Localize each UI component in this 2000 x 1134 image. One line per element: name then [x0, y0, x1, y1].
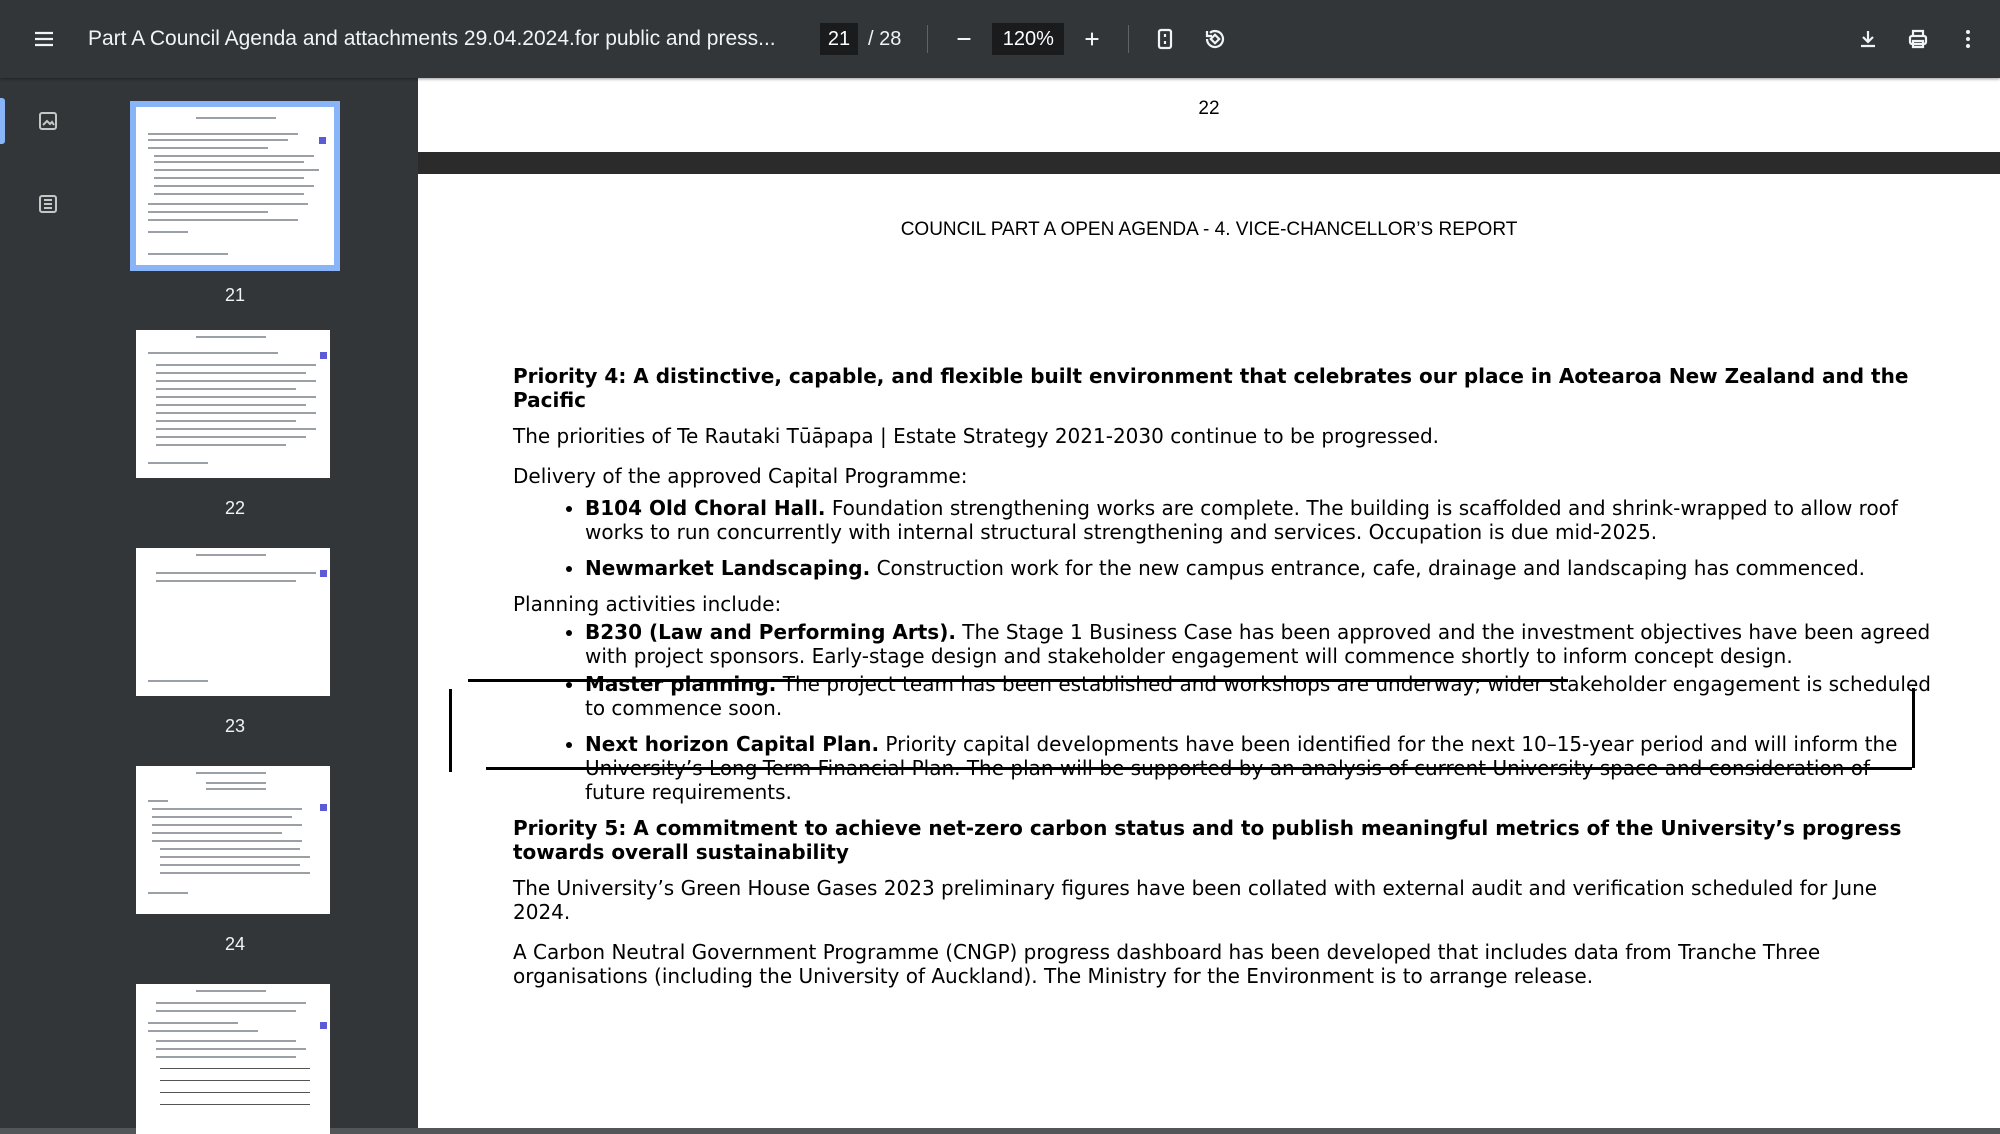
zoom-out-icon[interactable] [942, 17, 986, 61]
page-thumbnail[interactable] [136, 548, 330, 696]
thumbnail-label: 21 [224, 285, 246, 305]
zoom-in-icon[interactable] [1070, 17, 1114, 61]
page-thumbnail[interactable] [136, 107, 334, 265]
thumbnail-label: 24 [224, 934, 246, 954]
priority4-heading: Priority 4: A distinctive, capable, and flexible built environment that celebrates our place in Aotearoa New Zealand and the Pacific [513, 364, 1909, 412]
thumbnail-label: 22 [224, 498, 246, 518]
list-item: • B104 Old Choral Hall. Foundation strengthening works are complete. The building is scaffolded and shrink-wrapped to allow roof works to run concurrently with internal structural strengthening and services. Occupation is due mid-2025. [585, 496, 1933, 544]
page-thumbnail[interactable] [136, 984, 330, 1134]
thumbnail-label: 23 [224, 716, 246, 736]
delivery-list [513, 496, 1933, 580]
more-vert-icon[interactable] [1946, 17, 1990, 61]
pdf-page [418, 174, 2000, 1128]
print-icon[interactable] [1896, 17, 1940, 61]
page-separator [418, 152, 2000, 174]
toolbar-divider [1128, 25, 1129, 53]
list-item: • Next horizon Capital Plan. Priority capital developments have been identified for the next 10–15-year period and will inform the University’s Long-Term Financial Plan. The plan will be supported by an analysis of current University space and consideration of future requirements. [585, 732, 1933, 804]
previous-page-bottom [418, 78, 2000, 152]
paragraph: The priorities of Te Rautaki Tūāpapa | Estate Strategy 2021-2030 continue to be progressed. [513, 424, 1440, 448]
document-title: Part A Council Agenda and attachments 29.04.2024.for public and press... [88, 27, 776, 50]
thumbnail-sidebar [0, 78, 418, 1128]
outline-icon[interactable] [24, 180, 72, 228]
page-thumbnail[interactable] [136, 330, 330, 478]
toolbar-divider [927, 25, 928, 53]
page-thumbnail[interactable] [136, 766, 330, 914]
page-header: COUNCIL PART A OPEN AGENDA - 4. VICE-CHANCELLOR’S REPORT [900, 219, 1518, 240]
pdf-toolbar [0, 0, 2000, 78]
revision-bar [449, 689, 452, 772]
rotate-icon[interactable] [1193, 17, 1237, 61]
document-viewer[interactable] [418, 78, 2000, 1128]
list-item: • Newmarket Landscaping. Construction work for the new campus entrance, cafe, drainage and landscaping has commenced. [585, 556, 1933, 580]
download-icon[interactable] [1846, 17, 1890, 61]
paragraph: Delivery of the approved Capital Programme: [513, 464, 968, 488]
active-tab-indicator [0, 98, 5, 144]
menu-icon[interactable] [22, 17, 66, 61]
paragraph: A Carbon Neutral Government Programme (CNGP) progress dashboard has been developed that includes data from Tranche Three organisations (including the University of Auckland). The Ministry for the Environment is to arrange release. [513, 940, 1821, 988]
priority5-heading: Priority 5: A commitment to achieve net-zero carbon status and to publish meaningful metrics of the University’s progress towards overall sustainability [513, 816, 1902, 864]
fit-page-icon[interactable] [1143, 17, 1187, 61]
thumbnails-icon[interactable] [24, 97, 72, 145]
total-pages: / 28 [868, 27, 902, 50]
zoom-input[interactable] [992, 23, 1064, 55]
list-item: • B230 (Law and Performing Arts). The Stage 1 Business Case has been approved and the investment objectives have been agreed with project sponsors. Early-stage design and stakeholder engagement will commence shortly to inform concept design. [585, 620, 1933, 668]
page-content [513, 364, 1933, 1004]
page-selector [820, 23, 901, 55]
paragraph: Planning activities include: [513, 592, 782, 616]
page-footer-number: 22 [1198, 98, 1220, 119]
planning-list [513, 620, 1933, 804]
page-number-input[interactable] [820, 23, 858, 55]
list-item: • Master planning. The project team has been established and workshops are underway; wider stakeholder engagement is scheduled to commence soon. [585, 672, 1933, 720]
sidebar-tabs [0, 78, 96, 1128]
paragraph: The University’s Green House Gases 2023 preliminary figures have been collated with external audit and verification scheduled for June 2024. [513, 876, 1878, 924]
